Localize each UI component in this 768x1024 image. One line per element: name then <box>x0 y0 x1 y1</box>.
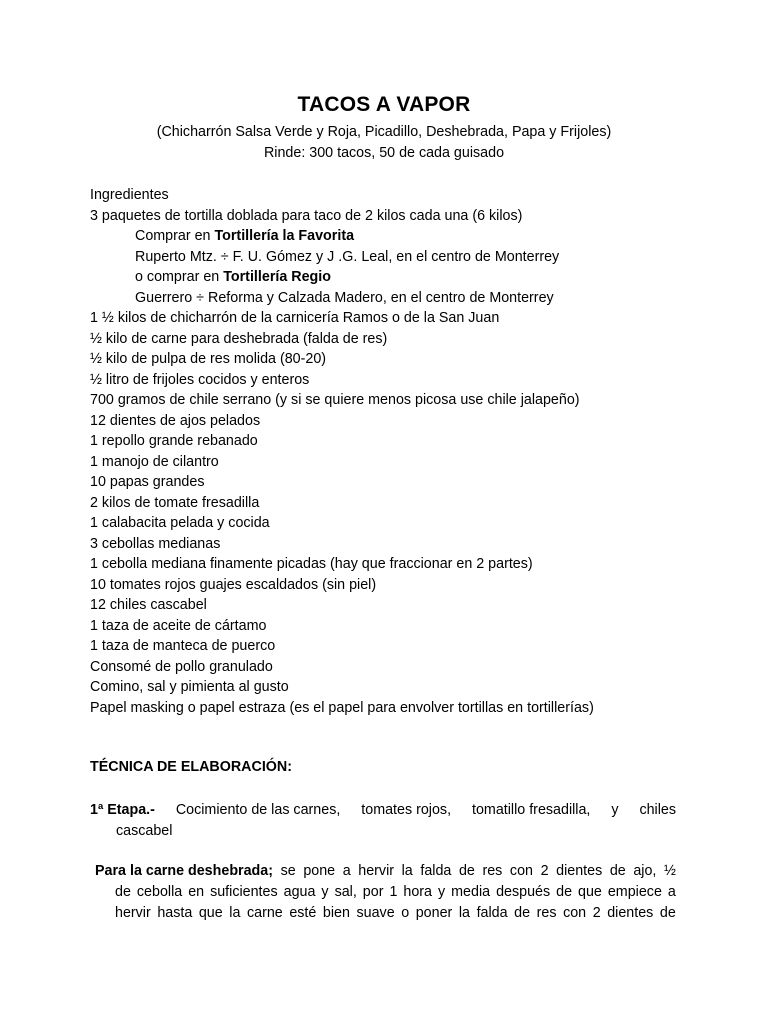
ingredient-line: 1 cebolla mediana finamente picadas (hay que fraccionar en 2 partes) <box>90 556 533 572</box>
ingredient-line: Papel masking o papel estraza (es el papel para envolver tortillas en tortillerías) <box>90 699 594 716</box>
ingredients-heading: Ingredientes <box>90 187 169 203</box>
paragraph-word: con <box>563 905 587 921</box>
paragraph-word: ajo, <box>633 863 657 879</box>
ingredient-line: ½ litro de frijoles cocidos y enteros <box>90 371 310 388</box>
technique-heading: TÉCNICA DE ELABORACIÓN: <box>90 759 293 775</box>
paragraph-word: la <box>401 863 413 879</box>
paragraph-word: empiece <box>607 884 662 900</box>
recipe-title: TACOS A VAPOR <box>297 93 471 116</box>
recipe-subtitle: (Chicharrón Salsa Verde y Roja, Picadillo, Deshebrada, Papa y Frijoles) <box>156 124 612 140</box>
stage-word: y <box>611 802 619 818</box>
stage-1-continuation: cascabel <box>116 823 173 839</box>
stage-word: tomates rojos, <box>361 802 452 818</box>
ingredient-line: 700 gramos de chile serrano (y si se quiere menos picosa use chile jalapeño) <box>90 392 580 408</box>
paragraph-word: en <box>188 884 205 900</box>
paragraph-word: dientes <box>607 905 654 921</box>
paragraph-word: la <box>229 905 241 921</box>
stage-word: tomatillo fresadilla, <box>472 802 591 818</box>
paragraph-word: sal, <box>334 884 357 900</box>
ingredient-line: 1 calabacita pelada y cocida <box>90 515 270 531</box>
stage-1-paragraph <box>90 800 676 842</box>
paragraph-word: y <box>321 884 329 900</box>
recipe-yield: Rinde: 300 tacos, 50 de cada guisado <box>263 145 505 161</box>
paragraph-word: de <box>514 905 531 921</box>
ingredient-line: 1 taza de manteca de puerco <box>90 638 276 654</box>
paragraph-word: dientes <box>556 863 603 879</box>
paragraph-word: se <box>280 863 296 879</box>
ingredient-line: 1 taza de aceite de cártamo <box>90 617 267 634</box>
paragraph-word: falda <box>420 863 452 879</box>
ingredient-line: 2 kilos de tomate fresadilla <box>90 494 260 511</box>
paragraph-word: hervir <box>358 863 395 879</box>
paragraph-word: de <box>609 863 626 879</box>
store-name: Tortillería la Favorita <box>214 228 355 244</box>
paragraph-word: 2 <box>540 863 549 879</box>
ingredient-line: 1 ½ kilos de chicharrón de la carnicería Ramos o de la San Juan <box>90 310 500 326</box>
paragraph-word: suave <box>356 905 395 921</box>
paragraph-word: bien <box>322 905 350 921</box>
stage-word: chiles <box>639 802 676 818</box>
ingredient-line: 10 tomates rojos guajes escaldados (sin piel) <box>90 576 377 593</box>
paragraph-word: 2 <box>592 905 601 921</box>
store-line-text: o comprar en <box>135 269 224 285</box>
paragraph-word: cebolla <box>136 884 183 900</box>
ingredient-line: 12 dientes de ajos pelados <box>90 412 261 429</box>
ingredient-line: Consomé de pollo granulado <box>90 658 273 675</box>
paragraph-word: que <box>578 884 602 900</box>
paragraph-word: res <box>536 905 557 921</box>
paragraph-word: hasta <box>157 905 193 921</box>
paragraph-lead: Para la carne deshebrada; <box>95 863 274 879</box>
paragraph-word: agua <box>283 884 316 900</box>
paragraph-line <box>95 882 676 903</box>
paragraph-word: de <box>659 905 676 921</box>
store-line-text: Comprar en <box>135 228 215 244</box>
paragraph-word: hervir <box>115 905 151 921</box>
ingredient-line: 10 papas grandes <box>90 474 205 490</box>
store-address: Guerrero ÷ Reforma y Calzada Madero, en el centro de Monterrey <box>135 289 554 306</box>
paragraph-word: media <box>451 884 491 900</box>
ingredient-line: 1 manojo de cilantro <box>90 453 219 470</box>
paragraph-word: ½ <box>663 863 676 879</box>
ingredient-line: 12 chiles cascabel <box>90 597 207 613</box>
store-line <box>90 267 730 288</box>
paragraph-word: y <box>438 884 446 900</box>
paragraph-word: carne <box>246 905 283 921</box>
paragraph-word: falda <box>476 905 508 921</box>
paragraph-line <box>95 903 676 924</box>
ingredient-line: Comino, sal y pimienta al gusto <box>90 679 289 695</box>
paragraph-word: o <box>401 905 410 921</box>
paragraph-word: suficientes <box>210 884 278 900</box>
paragraph-word: de <box>115 884 131 900</box>
ingredient-line: ½ kilo de carne para deshebrada (falda de res) <box>90 330 388 347</box>
store-name: Tortillería Regio <box>223 269 331 285</box>
stage-word: Cocimiento de las carnes, <box>175 802 341 818</box>
ingredient-line: 3 cebollas medianas <box>90 535 221 552</box>
paragraph-word: esté <box>289 905 317 921</box>
ingredient-line: 3 paquetes de tortilla doblada para taco de 2 kilos cada una (6 kilos) <box>90 207 523 224</box>
paragraph-word: 1 <box>389 884 398 900</box>
ingredient-line: 1 repollo grande rebanado <box>90 433 258 449</box>
paragraph-word: pone <box>303 863 336 879</box>
paragraph-word: de <box>556 884 573 900</box>
stage-1-label: 1ª Etapa.- <box>90 802 155 818</box>
paragraph-word: que <box>198 905 223 921</box>
paragraph-word: poner <box>415 905 453 921</box>
paragraph-word: a <box>667 884 676 900</box>
store-line <box>90 226 730 247</box>
paragraph-word: a <box>342 863 351 879</box>
paragraph-word: res <box>482 863 503 879</box>
paragraph-word: por <box>362 884 384 900</box>
shredded-meat-paragraph <box>95 861 676 924</box>
paragraph-word: después <box>496 884 551 900</box>
ingredients-list <box>90 185 730 718</box>
stage-1-line <box>90 800 676 821</box>
paragraph-word: la <box>458 905 471 921</box>
store-address: Ruperto Mtz. ÷ F. U. Gómez y J .G. Leal, en el centro de Monterrey <box>135 248 560 265</box>
paragraph-line <box>95 861 676 882</box>
ingredient-line: ½ kilo de pulpa de res molida (80-20) <box>90 351 327 367</box>
paragraph-word: con <box>509 863 533 879</box>
paragraph-word: de <box>458 863 475 879</box>
paragraph-word: hora <box>403 884 433 900</box>
